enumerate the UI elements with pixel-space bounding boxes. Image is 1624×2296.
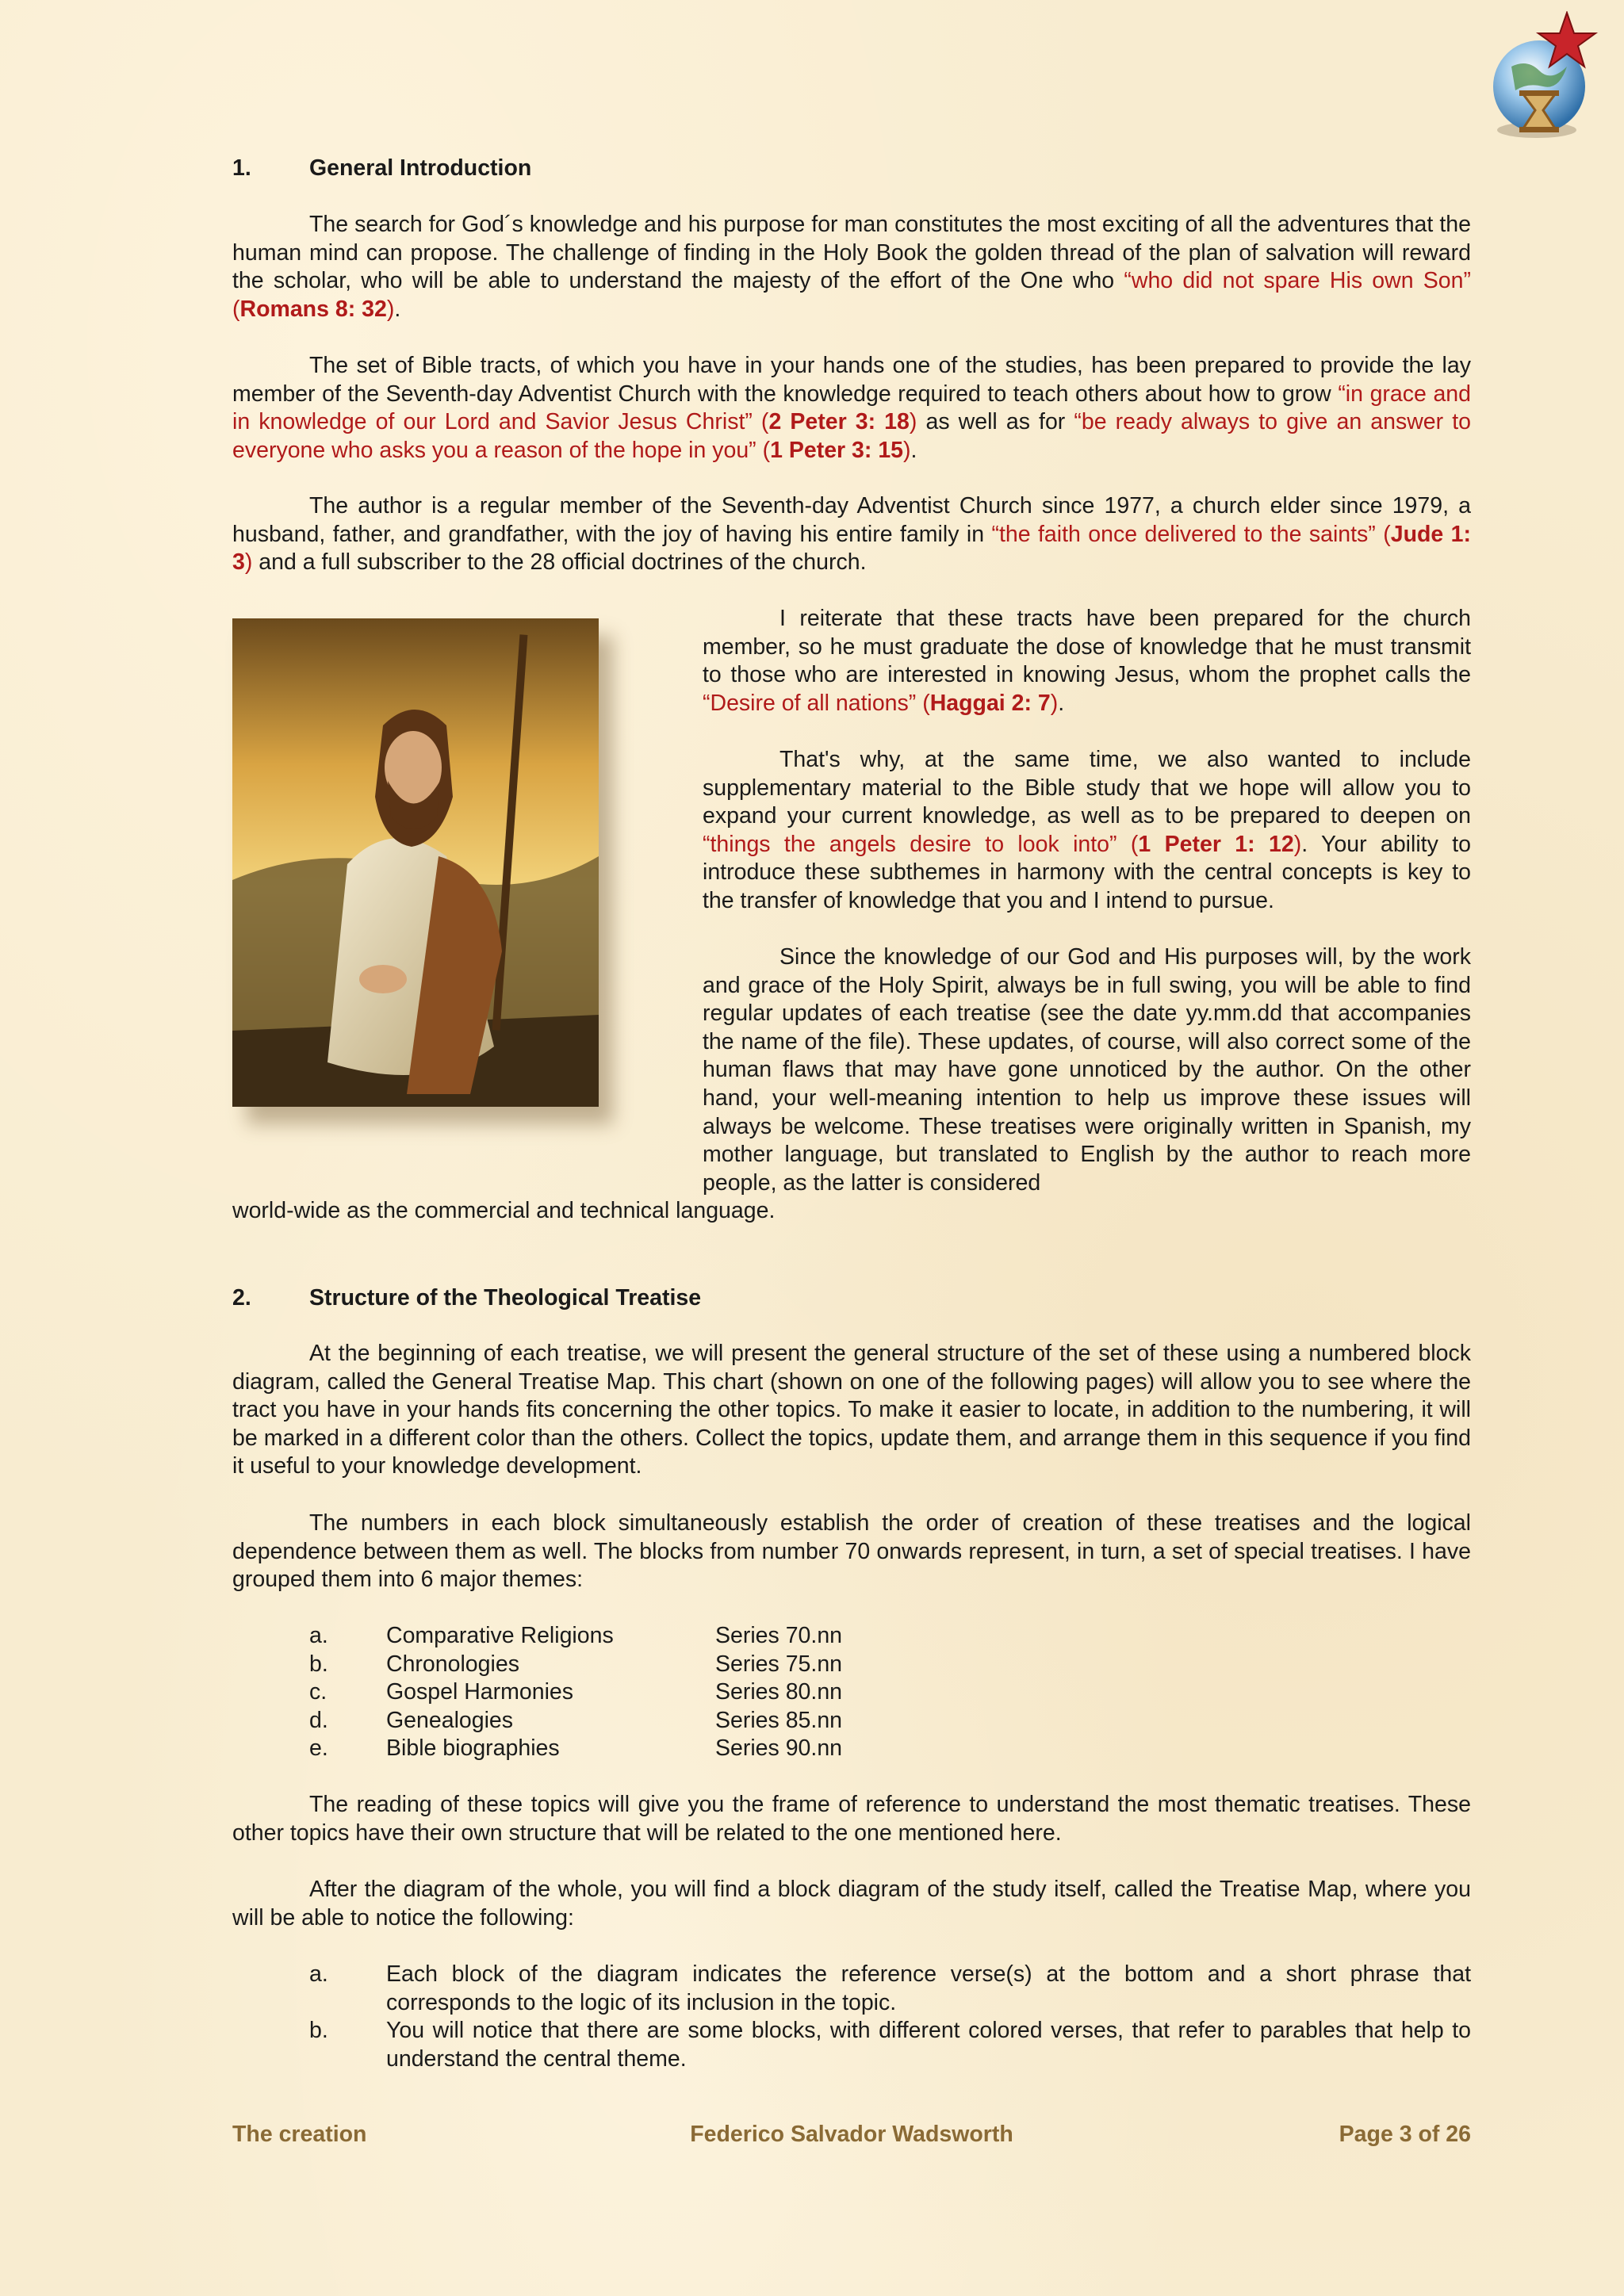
paragraph-structure-3: The reading of these topics will give you the frame of reference to understand the most thematic treatises. These other topics have their own structure that will be related to the one mentioned here. bbox=[232, 1792, 1471, 1846]
paragraph-intro-4: I reiterate that these tracts have been prepared for the church member, so he must graduate the dose of knowledge that he must transmit to those who are interested in knowing Jesus, whom the prophet calls the “Desire of all nations” (Haggai 2: 7). bbox=[703, 606, 1471, 716]
paragraph-intro-1: The search for God´s knowledge and his purpose for man constitutes the most exciting of all the adventures that the human mind can propose. The challenge of finding in the Holy Book the golden thread of the plan of salvation will reward the scholar, who will be able to understand the majesty of the effort of the One who “who did not spare His own Son” (Romans 8: 32). bbox=[232, 212, 1471, 322]
paragraph-intro-6: Since the knowledge of our God and His purposes will, by the work and grace of the Holy Spirit, always be in full swing, you will be able to find regular updates of each treatise (see the date yy.mm.dd that accompanies the name of the file). These updates, of course, will also correct some of the human flaws that may have gone unnoticed by the author. On the other hand, your well-meaning intention to help us improve these issues will always be welcome. These treatises were originally written in Spanish, my mother language, but translated to English by the author to reach more people, as the latter is considered bbox=[703, 944, 1471, 1196]
series-list bbox=[309, 1622, 842, 1763]
list-item: b. You will notice that there are some blocks, with different colored verses, that refer to parables that help to understand the central theme. bbox=[309, 2018, 1471, 2072]
list-item: d. Genealogies Series 85.nn bbox=[309, 1707, 843, 1733]
list-item: a. Each block of the diagram indicates the reference verse(s) at the bottom and a short phrase that corresponds to the logic of its inclusion in the topic. bbox=[309, 1961, 1471, 2015]
paragraph-structure-2: The numbers in each block simultaneously establish the order of creation of these treatises and the logical dependence between them as well. The blocks from number 70 onwards represent, in turn, a set of special treatises. I have grouped them into 6 major themes: bbox=[232, 1510, 1471, 1593]
treatise-map-notes-list bbox=[309, 1961, 1471, 2073]
jesus-portrait-illustration-icon bbox=[232, 618, 599, 1107]
footer-page-number: Page 3 of 26 bbox=[1339, 2122, 1471, 2147]
footer-title: The creation bbox=[232, 2122, 367, 2147]
list-item: b. Chronologies Series 75.nn bbox=[309, 1651, 843, 1677]
paragraph-structure-1: At the beginning of each treatise, we will present the general structure of the set of these using a numbered block diagram, called the General Treatise Map. This chart (shown on one of the following pages) will allow you to see where the tract you have in your hands fits concerning the other topics. To make it easier to locate, in addition to the numbering, it will be marked in a different color than the others. Collect the topics, update them, and arrange them in this sequence if you find it useful to your knowledge development. bbox=[232, 1341, 1471, 1479]
paragraph-intro-6-tail: world-wide as the commercial and technical language. bbox=[232, 1198, 776, 1223]
list-item: a. Comparative Religions Series 70.nn bbox=[309, 1623, 843, 1648]
footer-author: Federico Salvador Wadsworth bbox=[690, 2122, 1013, 2147]
section-heading-1: 1. General Introduction bbox=[232, 155, 532, 181]
section-heading-2: 2. Structure of the Theological Treatise bbox=[232, 1285, 702, 1311]
paragraph-intro-2: The set of Bible tracts, of which you have in your hands one of the studies, has been prepared to provide the lay member of the Seventh-day Adventist Church with the knowledge required to teach others about how to grow “in grace and in knowledge of our Lord and Savior Jesus Christ” (2 Peter 3: 18) as well as for “be ready always to give an answer to everyone who asks you a reason of the hope in you” (1 Peter 3: 15). bbox=[232, 353, 1471, 463]
paragraph-intro-5: That's why, at the same time, we also wanted to include supplementary material to the Bible study that we hope will allow you to expand your current knowledge, as well as to be prepared to deepen on “things the angels desire to look into” (1 Peter 1: 12). Your ability to introduce these subthemes in harmony with the central concepts is key to the transfer of knowledge that you and I intend to pursue. bbox=[703, 747, 1471, 913]
paragraph-intro-3: The author is a regular member of the Seventh-day Adventist Church since 1977, a church elder since 1979, a husband, father, and grandfather, with the joy of having his entire family in “the faith once delivered to the saints” (Jude 1: 3) and a full subscriber to the 28 official doctrines of the church. bbox=[232, 493, 1472, 576]
globe-hourglass-logo-icon bbox=[1480, 11, 1599, 150]
jesus-portrait-image bbox=[232, 618, 599, 1107]
list-item: e. Bible biographies Series 90.nn bbox=[309, 1735, 843, 1762]
paragraph-structure-4: After the diagram of the whole, you will find a block diagram of the study itself, called the Treatise Map, where you will be able to notice the following: bbox=[232, 1877, 1471, 1931]
list-item: c. Gospel Harmonies Series 80.nn bbox=[309, 1679, 843, 1705]
